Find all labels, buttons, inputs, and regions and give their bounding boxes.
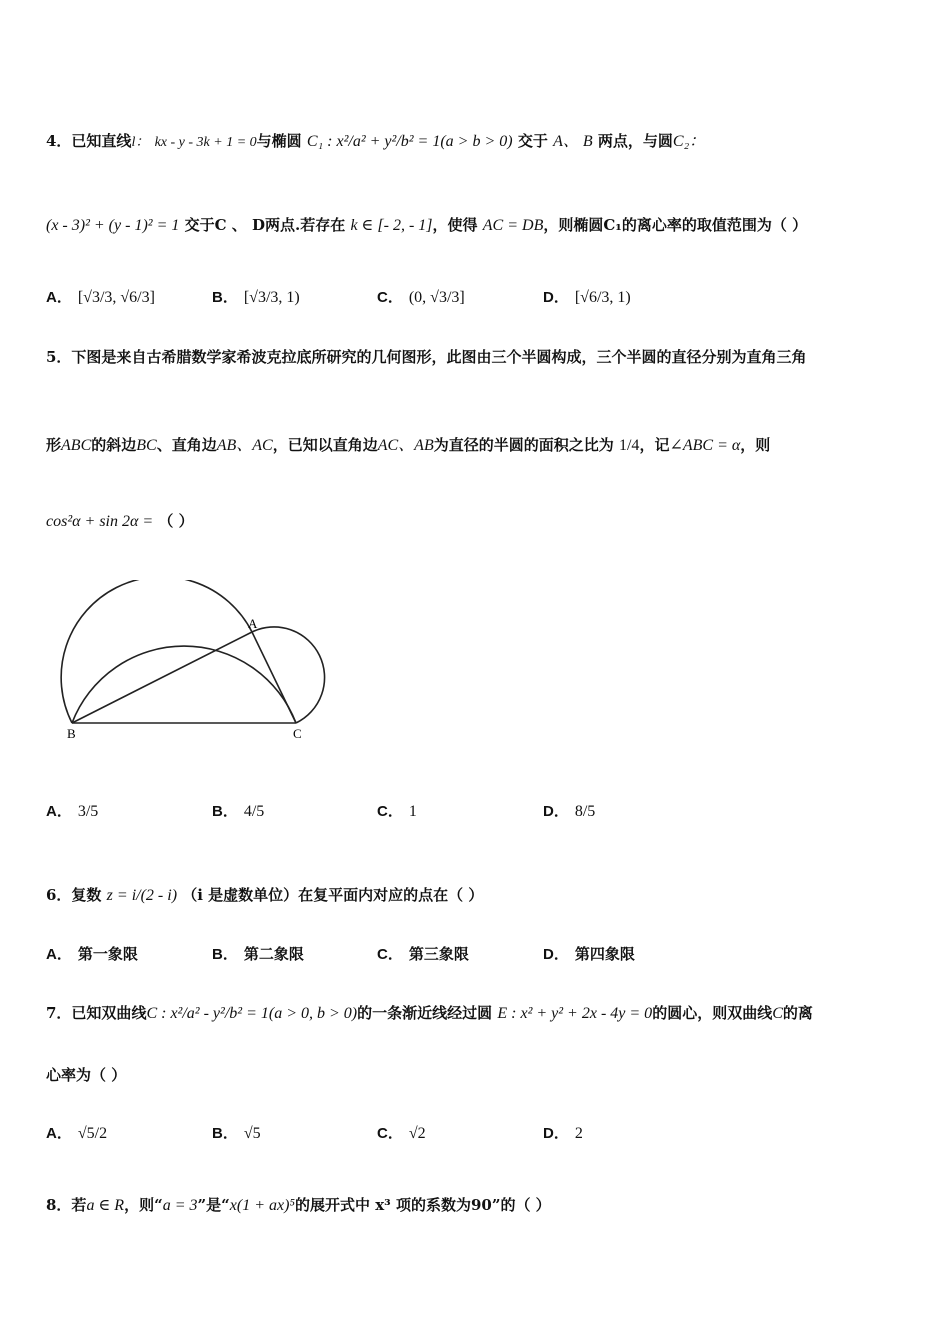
q4-option-c[interactable]: C． (0, √3/3]: [377, 289, 465, 306]
line-name: l：: [131, 135, 150, 150]
q4-line1: 4．已知直线l： kx - y - 3k + 1 = 0与椭圆 C₁ : x²/a² + y²/b² = 1(a > b > 0) 交于 A、 B 两点，与圆C₂：: [46, 132, 706, 150]
q6-option-b[interactable]: B． 第二象限: [212, 945, 304, 963]
q7-option-a[interactable]: A． √5/2: [46, 1125, 108, 1142]
label-a: A: [248, 616, 258, 631]
hippocrates-figure: [55, 580, 335, 745]
q6-expression: z = i/(2 - i): [106, 887, 178, 904]
area-ratio: 1/4: [618, 437, 640, 454]
segment-ba: [72, 632, 252, 723]
q7-option-d[interactable]: D． 2: [543, 1125, 583, 1142]
k-range: k ∈ [- 2, - 1]: [350, 217, 433, 234]
binomial-expression: x(1 + ax)⁵: [229, 1197, 295, 1214]
circle-e-equation: E : x² + y² + 2x - 4y = 0: [497, 1005, 653, 1022]
q6-option-d[interactable]: D． 第四象限: [543, 945, 635, 963]
hyperbola-equation: C : x²/a² - y²/b² = 1(a > 0, b > 0): [146, 1005, 358, 1022]
q5-option-b[interactable]: B． 4/5: [212, 803, 265, 820]
q5-expression: cos²α + sin 2α =: [46, 513, 154, 530]
q7-option-b[interactable]: B． √5: [212, 1125, 261, 1142]
points-ab: A、 B: [553, 133, 593, 150]
q7-line2: 心率为（ ）: [46, 1066, 127, 1084]
semicircle-bc: [72, 646, 296, 723]
q5-line3: cos²α + sin 2α = （ ）: [46, 512, 194, 530]
circle-c2-name: C₂：: [672, 133, 706, 150]
q4-option-a[interactable]: A． [√3/3, √6/3]: [46, 289, 155, 306]
q6-option-c[interactable]: C． 第三象限: [377, 945, 469, 963]
q7-line1: 7．已知双曲线C : x²/a² - y²/b² = 1(a > 0, b > 0)的一条渐近线经过圆 E : x² + y² + 2x - 4y = 0的圆心，则双曲线C的离: [46, 1004, 813, 1022]
q5-option-c[interactable]: C． 1: [377, 803, 417, 820]
semicircle-ab: [61, 580, 252, 723]
q8-line: 8．若a ∈ R，则“a = 3”是“x(1 + ax)⁵的展开式中 x³ 项的系数为90”的（ ）: [46, 1196, 551, 1214]
line-equation: kx - y - 3k + 1 = 0: [154, 135, 257, 150]
q5-line1: 5．下图是来自古希腊数学家希波克拉底所研究的几何图形，此图由三个半圆构成，三个半圆的直径分别为直角三角: [46, 348, 807, 366]
segment-ac: [252, 632, 296, 723]
condition-equation: AC = DB: [482, 217, 544, 234]
ellipse-equation: C₁ : x²/a² + y²/b² = 1(a > b > 0): [306, 133, 513, 150]
label-b: B: [67, 726, 76, 741]
q6-line: 6．复数 z = i/(2 - i) （i 是虚数单位）在复平面内对应的点在（ ）: [46, 886, 484, 904]
label-c: C: [293, 726, 302, 741]
q5-option-a[interactable]: A． 3/5: [46, 803, 99, 820]
q6-option-a[interactable]: A． 第一象限: [46, 945, 138, 963]
q5-option-d[interactable]: D． 8/5: [543, 803, 596, 820]
circle-c2-equation: (x - 3)² + (y - 1)² = 1: [46, 217, 180, 234]
q5-line2: 形ABC的斜边BC、直角边AB、AC，已知以直角边AC、AB为直径的半圆的面积之比为 1/4，记∠ABC = α，则: [46, 436, 771, 454]
q4-option-d[interactable]: D． [√6/3, 1): [543, 289, 631, 306]
q7-option-c[interactable]: C． √2: [377, 1125, 426, 1142]
q4-option-b[interactable]: B． [√3/3, 1): [212, 289, 300, 306]
q4-line2: (x - 3)² + (y - 1)² = 1 交于C 、 D两点.若存在 k ∈ [- 2, - 1]，使得 AC = DB，则椭圆C₁的离心率的取值范围为（ ）: [46, 216, 808, 234]
